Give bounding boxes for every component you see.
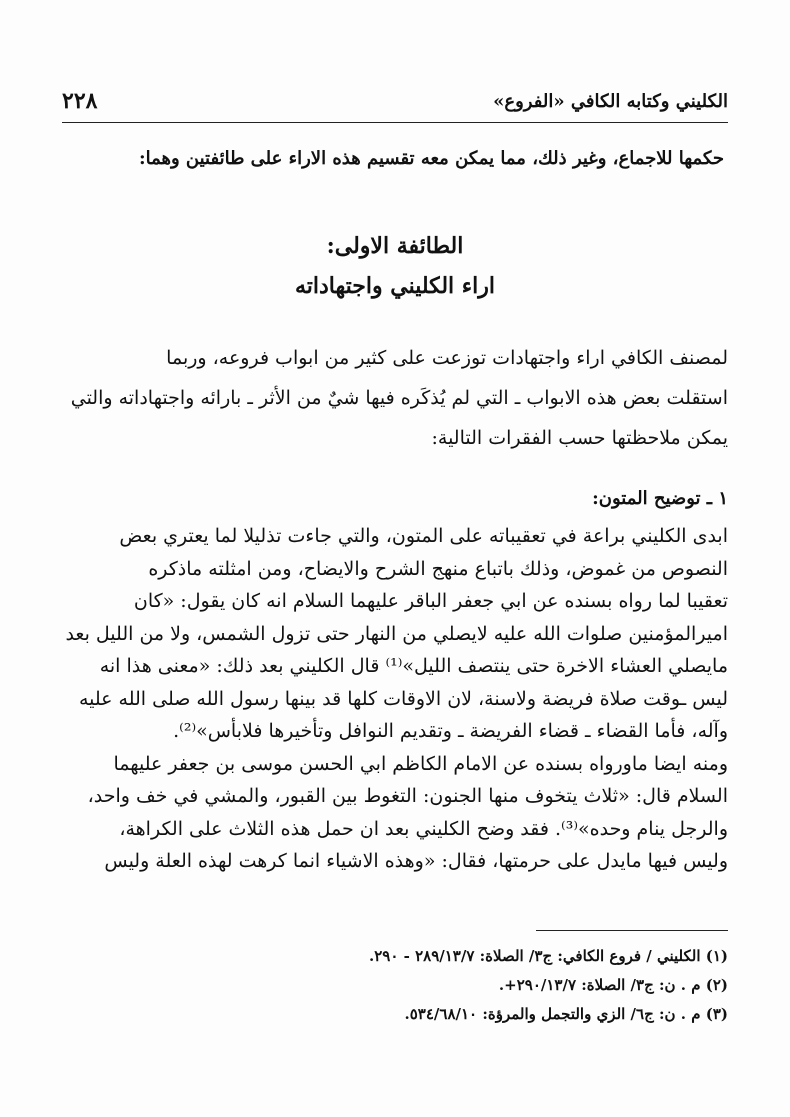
intro-paragraph (62, 148, 724, 169)
intro-line: حكمها للاجماع، وغير ذلك، مما يمكن معه تقسيم هذه الاراء على طائفتين وهما: (138, 148, 724, 169)
text-line: لمصنف الكافي اراء واجتهادات توزعت على كثير من ابواب فروعه، وربما (166, 347, 728, 369)
footnotes (62, 942, 728, 1029)
text-line: وليس فيها مايدل على حرمتها، فقال: «وهذه الاشياء انما كرهت لهذه العلة وليس (104, 850, 728, 872)
text-line: ومنه ايضا ماورواه بسنده عن الامام الكاظم ابي الحسن موسى بن جعفر عليهما (113, 752, 728, 775)
text-line: استقلت بعض هذه الابواب ـ التي لم يُذكَره فيها شيٌ من الأثر ـ بارائه واجتهاداته والتي (70, 387, 728, 409)
paragraph-1 (62, 338, 728, 458)
body-paragraphs (62, 520, 728, 878)
text-line: مايصلي العشاء الاخرة حتى ينتصف الليل»⁽¹⁾ قال الكليني بعد ذلك: «معنى هذا انه (99, 655, 728, 677)
page-header (62, 84, 728, 118)
text-line: السلام قال: «ثلاث يتخوف منها الجنون: التغوط بين القبور، والمشي في خف واحد، (87, 785, 728, 807)
running-title: الكليني وكتابه الكافي «الفروع» (493, 90, 728, 112)
text-line: والرجل ينام وحده»⁽³⁾. فقد وضح الكليني بعد ان حمل هذه الثلاث على الكراهة، (119, 817, 728, 840)
text-line: وآله، فأما القضاء ـ قضاء الفريضة ـ وتقديم النوافل وتأخيرها فلابأس»⁽²⁾. (173, 720, 728, 742)
text-line: اميرالمؤمنين صلوات الله عليه لايصلي من النهار حتى تزول الشمس، ولا من الليل بعد (65, 622, 728, 645)
header-divider (62, 122, 728, 123)
footnote-divider (536, 930, 728, 931)
text-line: ليس ـوقت صلاة فريضة ولاسنة، لان الاوقات كلها قد بينها رسول الله صلى الله عليه (78, 687, 728, 710)
footnote: (٢) م . ن: ج٣/ الصلاة: ٢٩٠/١٣/٧+. (498, 976, 728, 994)
subsection-title: ١ ـ توضيح المتون: (592, 488, 728, 509)
text-line: تعقيبا لما رواه بسنده عن ابي جعفر الباقر عليهما السلام انه كان يقول: «كان (133, 590, 728, 612)
section-heading (0, 226, 790, 306)
footnote: (٣) م . ن: ج٦/ الزي والتجمل والمرؤة: ٥٣٤/٦٨/١٠. (404, 1005, 728, 1023)
text-line: النصوص من غموض، وذلك باتباع منهج الشرح والايضاح، ومن امثلته ماذكره (148, 557, 728, 580)
section-title: الطائفة الاولى: (326, 233, 464, 259)
footnote: (١) الكليني / فروع الكافي: ج٣/ الصلاة: ٢٨٩/١٣/٧ - ٢٩٠. (369, 947, 728, 965)
text-line: يمكن ملاحظتها حسب الفقرات التالية: (431, 427, 728, 449)
section-subtitle: اراء الكليني واجتهاداته (294, 273, 496, 299)
page-number: ٢٢٨ (62, 88, 98, 114)
text-line: ابدى الكليني براعة في تعقيباته على المتون، والتي جاءت تذليلا لما يعتري بعض (119, 525, 728, 547)
